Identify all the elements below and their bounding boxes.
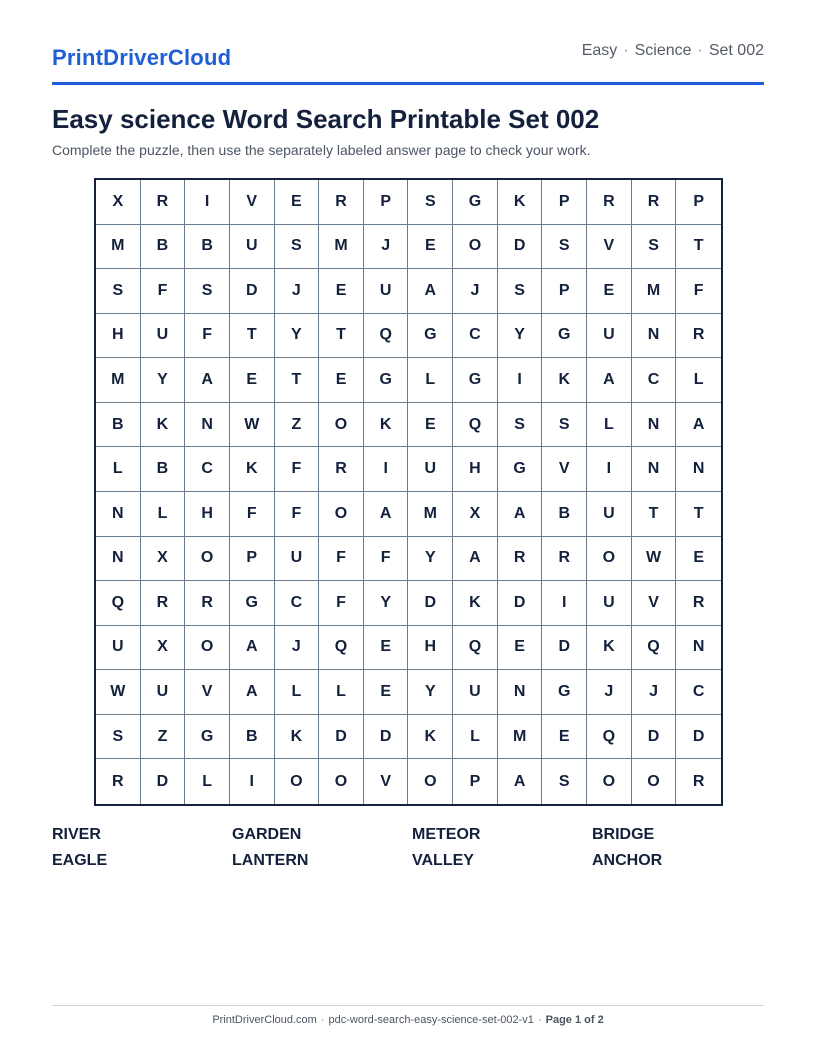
brand-logo[interactable]: PrintDriverCloud [52, 45, 232, 70]
grid-cell[interactable]: R [676, 314, 721, 359]
grid-cell[interactable]: D [364, 715, 409, 760]
grid-cell[interactable]: K [141, 403, 186, 448]
word-list-item: LANTERN [232, 852, 309, 869]
grid-cell[interactable]: E [408, 403, 453, 448]
grid-cell[interactable]: Y [275, 314, 320, 359]
grid-cell[interactable]: U [141, 670, 186, 715]
grid-cell[interactable]: K [275, 715, 320, 760]
breadcrumb-separator: · [697, 42, 703, 59]
grid-cell[interactable]: P [230, 537, 275, 582]
grid-cell[interactable]: R [587, 180, 632, 225]
grid-cell[interactable]: E [408, 225, 453, 270]
grid-cell[interactable]: I [185, 180, 230, 225]
grid-cell[interactable]: C [275, 581, 320, 626]
grid-cell[interactable]: Q [364, 314, 409, 359]
grid-cell[interactable]: E [275, 180, 320, 225]
grid-cell[interactable]: F [319, 537, 364, 582]
grid-cell[interactable]: U [96, 626, 141, 671]
grid-cell[interactable]: J [632, 670, 677, 715]
grid-cell[interactable]: Z [275, 403, 320, 448]
grid-cell[interactable]: O [453, 225, 498, 270]
grid-cell[interactable]: M [319, 225, 364, 270]
grid-cell[interactable]: W [632, 537, 677, 582]
grid-cell[interactable]: U [587, 581, 632, 626]
grid-cell[interactable]: N [185, 403, 230, 448]
grid-cell[interactable]: P [676, 180, 721, 225]
grid-cell[interactable]: X [141, 537, 186, 582]
grid-cell[interactable]: Z [141, 715, 186, 760]
grid-cell[interactable]: S [408, 180, 453, 225]
word-list-item: ANCHOR [592, 852, 663, 869]
grid-cell[interactable]: P [542, 180, 587, 225]
grid-cell[interactable]: H [408, 626, 453, 671]
footer-divider [52, 1005, 764, 1006]
grid-cell[interactable]: C [453, 314, 498, 359]
grid-cell[interactable]: J [275, 269, 320, 314]
word-list-item: VALLEY [412, 852, 474, 869]
grid-cell[interactable]: D [230, 269, 275, 314]
grid-cell[interactable]: W [96, 670, 141, 715]
grid-cell[interactable]: R [319, 180, 364, 225]
grid-cell[interactable]: L [185, 759, 230, 804]
grid-cell[interactable]: H [185, 492, 230, 537]
grid-cell[interactable]: F [185, 314, 230, 359]
grid-cell[interactable]: K [408, 715, 453, 760]
grid-cell[interactable]: N [632, 447, 677, 492]
grid-cell[interactable]: A [676, 403, 721, 448]
grid-cell[interactable]: U [364, 269, 409, 314]
grid-cell[interactable]: Q [96, 581, 141, 626]
grid-cell[interactable]: C [632, 358, 677, 403]
grid-cell[interactable]: J [587, 670, 632, 715]
grid-cell[interactable]: A [587, 358, 632, 403]
grid-cell[interactable]: L [96, 447, 141, 492]
grid-cell[interactable]: Y [408, 537, 453, 582]
grid-cell[interactable]: J [275, 626, 320, 671]
grid-cell[interactable]: L [676, 358, 721, 403]
grid-cell[interactable]: L [141, 492, 186, 537]
grid-cell[interactable]: Y [364, 581, 409, 626]
grid-cell[interactable]: F [364, 537, 409, 582]
word-list-item: EAGLE [52, 852, 108, 869]
grid-cell[interactable]: H [96, 314, 141, 359]
breadcrumb-separator: · [623, 42, 629, 59]
grid-cell[interactable]: A [185, 358, 230, 403]
grid-cell[interactable]: J [453, 269, 498, 314]
grid-cell[interactable]: T [676, 492, 721, 537]
breadcrumb-set[interactable]: Set 002 [708, 42, 764, 59]
grid-cell[interactable]: L [319, 670, 364, 715]
grid-cell[interactable]: O [632, 759, 677, 804]
grid-cell[interactable]: S [498, 269, 543, 314]
grid-cell[interactable]: B [141, 447, 186, 492]
word-list-item: METEOR [412, 826, 481, 843]
grid-cell[interactable]: F [676, 269, 721, 314]
grid-cell[interactable]: O [408, 759, 453, 804]
page-footer [52, 1014, 764, 1026]
grid-cell[interactable]: G [408, 314, 453, 359]
grid-cell[interactable]: K [230, 447, 275, 492]
grid-cell[interactable]: D [319, 715, 364, 760]
grid-cell[interactable]: T [319, 314, 364, 359]
grid-cell[interactable]: F [275, 447, 320, 492]
grid-cell[interactable]: O [319, 492, 364, 537]
grid-cell[interactable]: C [185, 447, 230, 492]
grid-cell[interactable]: Q [319, 626, 364, 671]
grid-cell[interactable]: F [319, 581, 364, 626]
grid-cell[interactable]: U [275, 537, 320, 582]
grid-cell[interactable]: E [542, 715, 587, 760]
grid-cell[interactable]: A [364, 492, 409, 537]
grid-cell[interactable]: T [275, 358, 320, 403]
grid-cell[interactable]: M [408, 492, 453, 537]
grid-cell[interactable]: R [692, 772, 705, 790]
grid-cell[interactable]: S [96, 715, 141, 760]
grid-cell[interactable]: F [230, 492, 275, 537]
word-list-item: RIVER [52, 826, 101, 843]
grid-cell[interactable]: O [185, 537, 230, 582]
grid-cell[interactable]: S [275, 225, 320, 270]
grid-cell[interactable]: X [96, 180, 141, 225]
grid-cell[interactable]: W [230, 403, 275, 448]
grid-cell[interactable]: V [632, 581, 677, 626]
grid-cell[interactable]: Q [453, 403, 498, 448]
grid-cell[interactable]: H [453, 447, 498, 492]
grid-cell[interactable]: N [632, 314, 677, 359]
grid-cell[interactable]: D [498, 581, 543, 626]
grid-cell[interactable]: K [542, 358, 587, 403]
grid-cell[interactable]: K [498, 180, 543, 225]
grid-cell[interactable]: N [676, 447, 721, 492]
grid-cell[interactable]: V [587, 225, 632, 270]
grid-cell[interactable]: T [676, 225, 721, 270]
grid-cell[interactable]: L [408, 358, 453, 403]
grid-cell[interactable]: I [230, 759, 275, 804]
grid-cell[interactable]: G [542, 670, 587, 715]
grid-cell[interactable]: T [230, 314, 275, 359]
grid-cell[interactable]: A [498, 759, 543, 804]
grid-cell[interactable]: X [141, 626, 186, 671]
grid-cell[interactable]: G [364, 358, 409, 403]
grid-cell[interactable]: O [587, 759, 632, 804]
grid-cell[interactable]: C [676, 670, 721, 715]
grid-cell[interactable]: U [587, 492, 632, 537]
grid-cell[interactable]: A [230, 670, 275, 715]
grid-cell[interactable]: O [587, 537, 632, 582]
grid-cell[interactable]: Q [632, 626, 677, 671]
grid-cell[interactable]: P [542, 269, 587, 314]
grid-cell[interactable]: D [141, 759, 186, 804]
grid-cell[interactable]: A [453, 537, 498, 582]
grid-cell[interactable]: S [96, 269, 141, 314]
grid-cell[interactable]: M [498, 715, 543, 760]
grid-cell[interactable]: U [408, 447, 453, 492]
grid-cell[interactable]: E [319, 269, 364, 314]
grid-cell[interactable]: B [96, 403, 141, 448]
grid-cell[interactable]: A [498, 492, 543, 537]
page-title: Easy science Word Search Printable Set 002 [52, 104, 600, 134]
grid-cell[interactable]: I [587, 447, 632, 492]
grid-cell[interactable]: E [676, 537, 721, 582]
grid-cell[interactable]: U [141, 314, 186, 359]
grid-cell[interactable]: F [141, 269, 186, 314]
grid-cell[interactable]: L [453, 715, 498, 760]
footer-separator: · [320, 1014, 325, 1026]
breadcrumb [582, 42, 764, 60]
footer-doc-id: pdc-word-search-easy-science-set-002-v1 [328, 1014, 534, 1026]
grid-cell[interactable]: O [319, 403, 364, 448]
grid-cell[interactable]: O [185, 626, 230, 671]
grid-cell[interactable]: R [542, 537, 587, 582]
grid-cell[interactable]: V [185, 670, 230, 715]
grid-cell[interactable]: B [230, 715, 275, 760]
footer-site[interactable]: PrintDriverCloud.com [212, 1014, 317, 1026]
word-search-grid [94, 178, 723, 806]
page-header [52, 38, 764, 85]
grid-cell[interactable]: S [542, 225, 587, 270]
grid-cell[interactable]: D [408, 581, 453, 626]
grid-cell[interactable]: R [676, 581, 721, 626]
footer-separator: · [537, 1014, 542, 1026]
grid-cell[interactable]: G [230, 581, 275, 626]
grid-cell[interactable]: R [141, 180, 186, 225]
grid-cell[interactable]: S [498, 403, 543, 448]
grid-cell[interactable]: I [498, 358, 543, 403]
grid-cell[interactable]: N [676, 626, 721, 671]
grid-cell[interactable]: A [230, 626, 275, 671]
grid-cell[interactable]: K [453, 581, 498, 626]
grid-cell[interactable]: R [96, 759, 141, 804]
grid-cell[interactable]: O [275, 759, 320, 804]
footer-page-number: Page 1 of 2 [545, 1014, 604, 1026]
grid-cell[interactable]: V [230, 180, 275, 225]
grid-cell[interactable]: J [364, 225, 409, 270]
grid-cell[interactable]: I [542, 581, 587, 626]
grid-cell[interactable]: M [632, 269, 677, 314]
grid-cell[interactable]: A [408, 269, 453, 314]
grid-cell[interactable]: S [542, 759, 587, 804]
grid-cell[interactable]: S [632, 225, 677, 270]
grid-cell[interactable]: V [364, 759, 409, 804]
grid-cell[interactable]: V [542, 447, 587, 492]
grid-cell[interactable]: D [498, 225, 543, 270]
grid-cell[interactable]: B [141, 225, 186, 270]
grid-cell[interactable]: N [632, 403, 677, 448]
grid-cell[interactable]: B [542, 492, 587, 537]
grid-cell[interactable]: R [498, 537, 543, 582]
grid-cell[interactable]: U [587, 314, 632, 359]
grid-cell[interactable]: S [185, 269, 230, 314]
grid-cell[interactable]: D [632, 715, 677, 760]
grid-cell[interactable]: L [275, 670, 320, 715]
grid-cell[interactable]: E [364, 670, 409, 715]
word-list-item: BRIDGE [592, 826, 655, 843]
grid-cell[interactable]: U [230, 225, 275, 270]
grid-cell[interactable]: X [453, 492, 498, 537]
grid-cell[interactable]: G [453, 358, 498, 403]
grid-cell[interactable]: S [542, 403, 587, 448]
breadcrumb-level[interactable]: Easy [581, 42, 618, 59]
grid-cell[interactable]: F [275, 492, 320, 537]
grid-cell[interactable]: Y [498, 314, 543, 359]
grid-cell[interactable]: D [676, 715, 721, 760]
grid-cell[interactable]: R [141, 581, 186, 626]
grid-cell[interactable]: D [542, 626, 587, 671]
grid-cell[interactable]: N [498, 670, 543, 715]
grid-cell[interactable]: R [632, 180, 677, 225]
grid-cell[interactable]: N [96, 492, 141, 537]
grid-cell[interactable]: B [185, 225, 230, 270]
grid-cell[interactable]: G [185, 715, 230, 760]
grid-cell[interactable]: P [364, 180, 409, 225]
grid-cell[interactable]: G [453, 180, 498, 225]
grid-cell[interactable]: G [498, 447, 543, 492]
grid-cell[interactable]: E [587, 269, 632, 314]
grid-cell[interactable]: R [185, 581, 230, 626]
word-list-item: GARDEN [232, 826, 302, 843]
grid-cell[interactable]: Q [453, 626, 498, 671]
grid-cell[interactable]: T [632, 492, 677, 537]
grid-cell[interactable]: P [453, 759, 498, 804]
grid-cell[interactable]: U [453, 670, 498, 715]
word-list [52, 826, 772, 870]
grid-cell[interactable]: K [364, 403, 409, 448]
grid-cell[interactable]: M [96, 225, 141, 270]
grid-cell[interactable]: Q [587, 715, 632, 760]
grid-cell[interactable]: E [230, 358, 275, 403]
grid-cell[interactable]: I [364, 447, 409, 492]
grid-cell[interactable]: R [319, 447, 364, 492]
grid-cell[interactable]: N [96, 537, 141, 582]
grid-cell[interactable]: G [542, 314, 587, 359]
grid-cell[interactable]: E [498, 626, 543, 671]
grid-cell[interactable]: L [587, 403, 632, 448]
grid-cell[interactable]: K [587, 626, 632, 671]
breadcrumb-subject[interactable]: Science [634, 42, 692, 59]
grid-cell[interactable]: O [319, 759, 364, 804]
grid-cell[interactable]: E [364, 626, 409, 671]
grid-cell[interactable]: Y [408, 670, 453, 715]
page-subtitle: Complete the puzzle, then use the separately labeled answer page to check your work. [52, 142, 591, 158]
grid-cell[interactable]: M [96, 358, 141, 403]
grid-cell[interactable]: E [319, 358, 364, 403]
grid-cell[interactable]: Y [141, 358, 186, 403]
